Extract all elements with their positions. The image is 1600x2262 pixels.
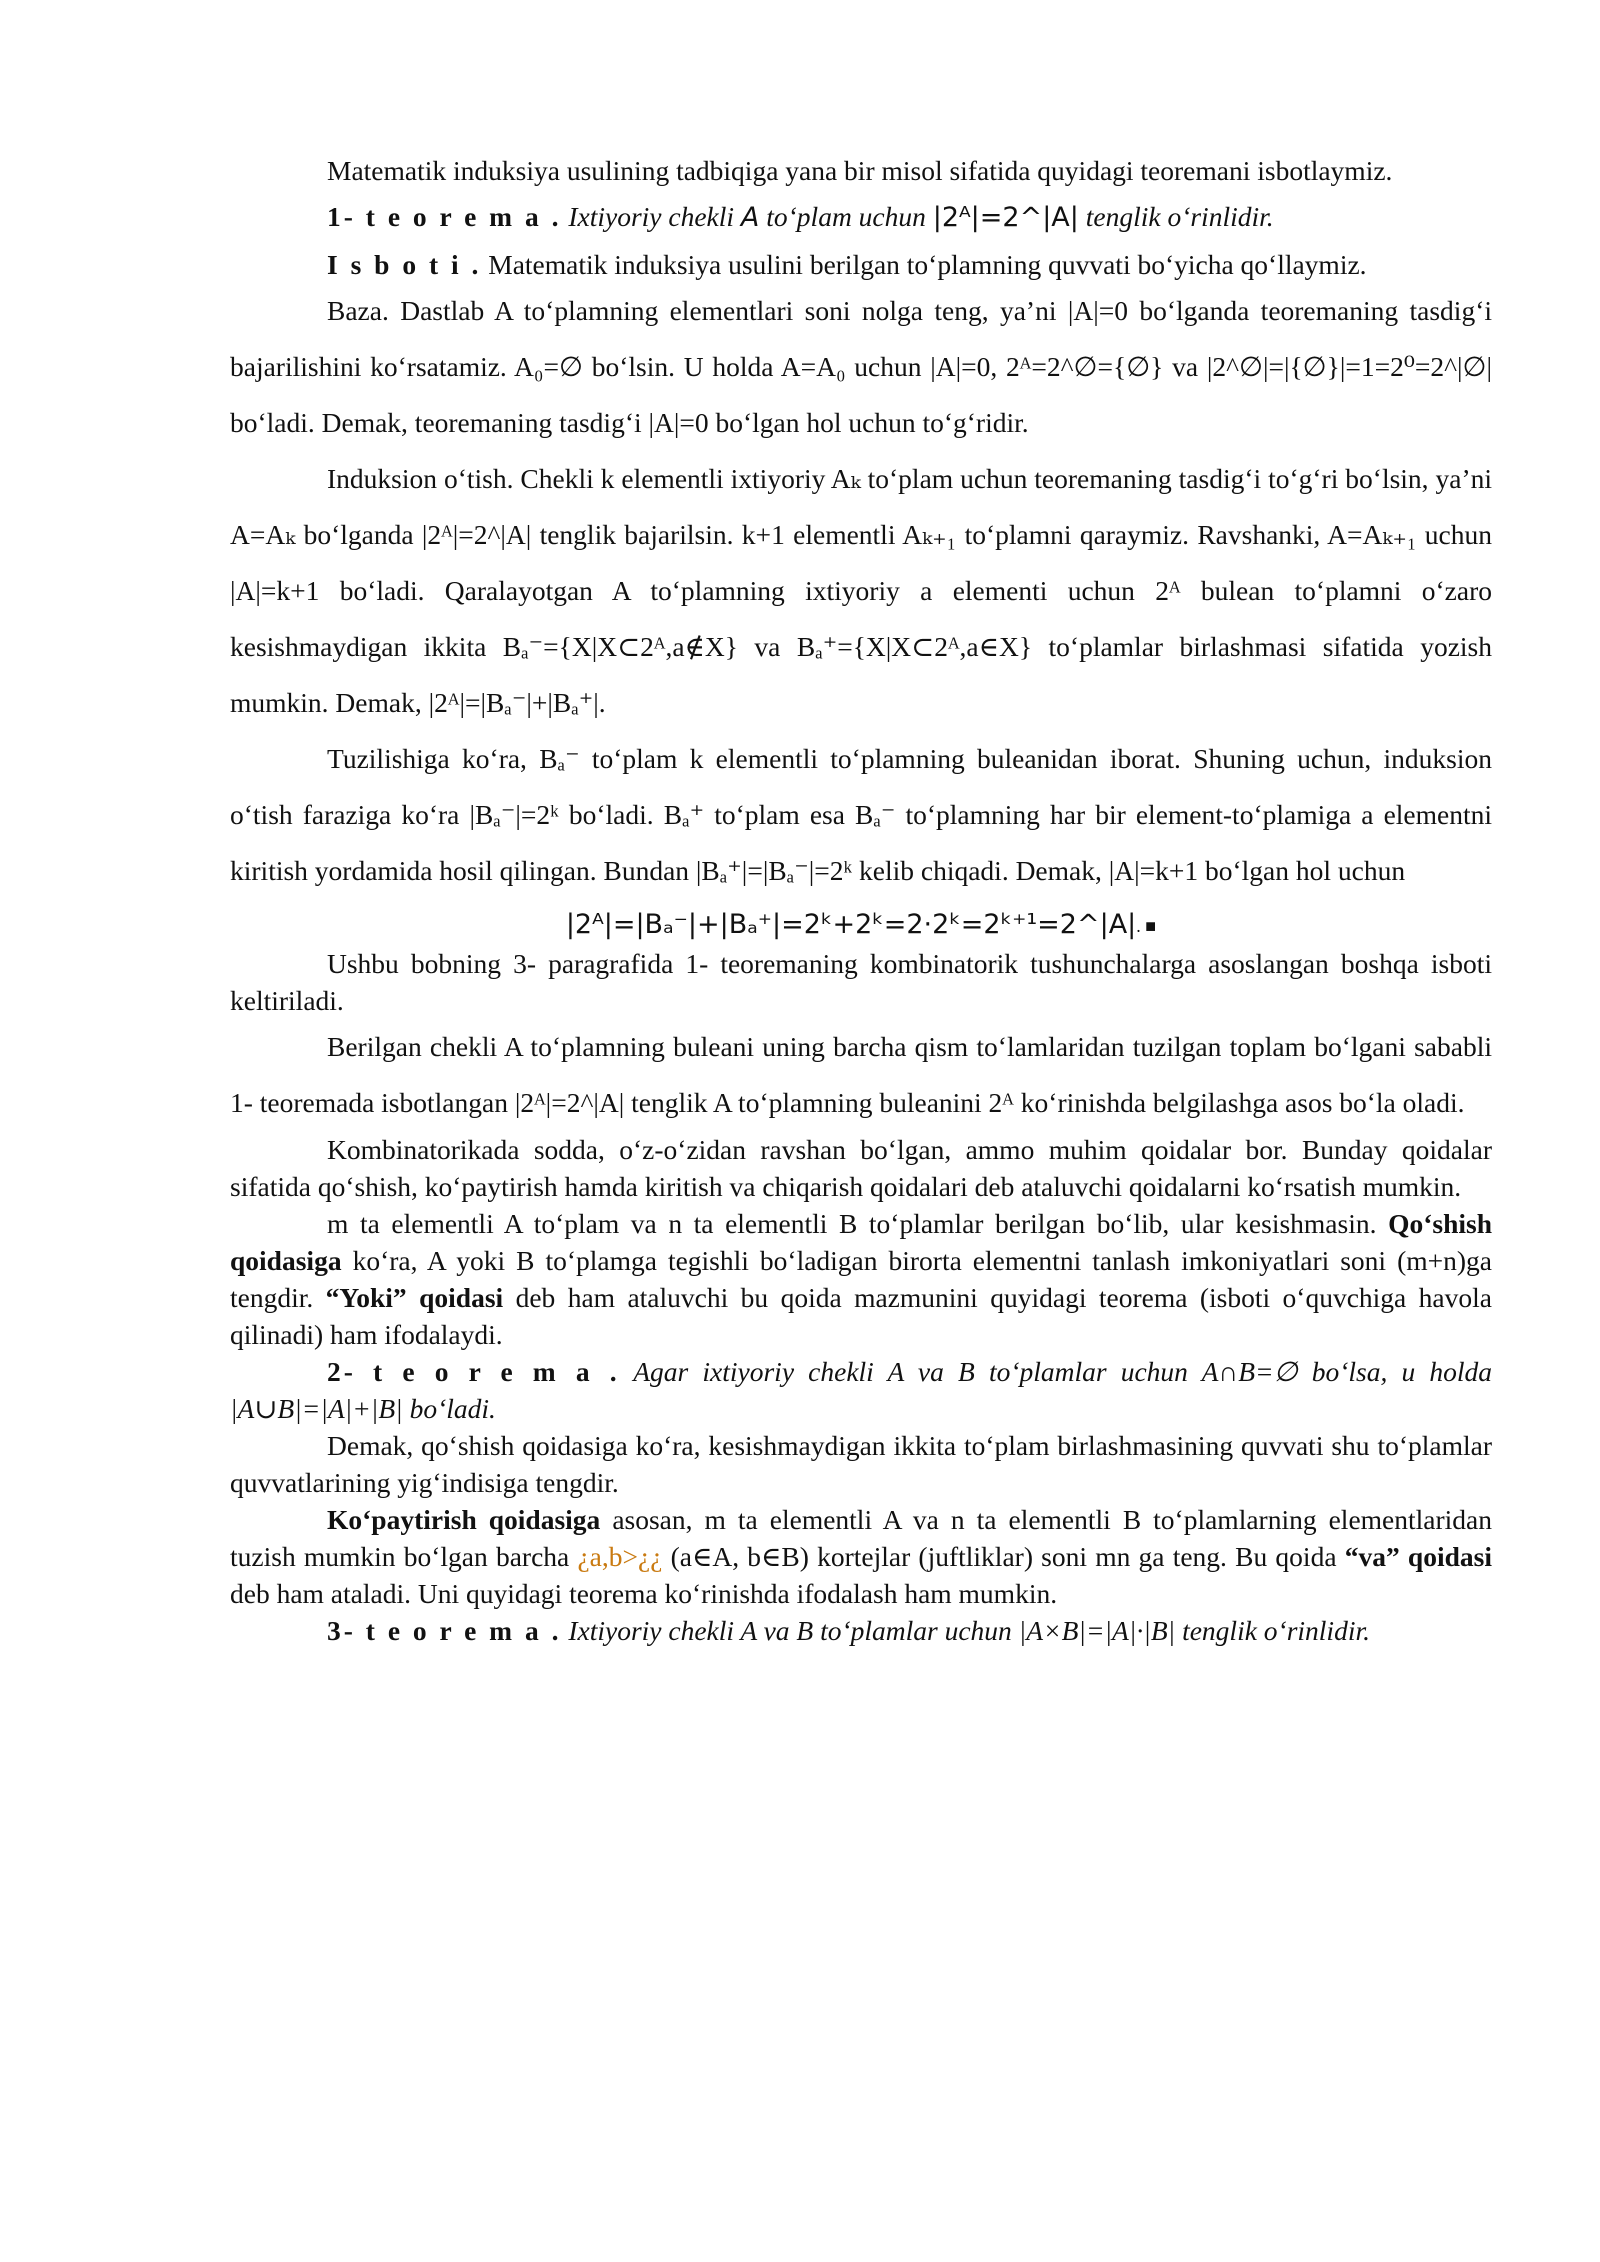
theorem-1-text: Ixtiyoriy chekli (561, 201, 741, 232)
multiplication-rule-text-2: (a∈A, b∈B) kortejlar (juftliklar) soni mn ga teng. Bu qoida (662, 1541, 1345, 1573)
addition-rule-text-1: m ta elementli A to‘plam va n ta elementli B to‘plamlar berilgan bo‘lib, ular kesishmasin. (327, 1208, 1389, 1240)
proof-intro (230, 246, 1492, 283)
theorem-2-statement (230, 1353, 1492, 1427)
multiplication-rule-text-1: asosan, m ta elementli A va n ta elementli B to‘plamlarning elementlaridan tuzish mumkin bo‘lgan barcha (230, 1504, 1492, 1573)
proof-intro-text: Matematik induksiya usulini berilgan to‘plamning quvvati bo‘yicha qo‘llaymiz. (481, 249, 1367, 280)
addition-conclusion-paragraph: Demak, qo‘shish qoidasiga ko‘ra, kesishmaydigan ikkita to‘plam birlashmasining quvvati shu to‘plamlar quvvatlarining yig‘indisiga tengdir. (230, 1430, 1492, 1499)
final-formula (230, 905, 1492, 945)
theorem-1-formula: |2ᴬ|=2^|A| (932, 202, 1079, 233)
theorem-1-text-3: tenglik o‘rinlidir. (1078, 201, 1274, 232)
multiplication-rule-text-3: deb ham ataladi. Uni quyidagi teorema ko‘rinishda ifodalash ham mumkin. (230, 1578, 1058, 1610)
tuple-glyph: ¿a,b>¿¿ (577, 1541, 663, 1573)
theorem-1-statement (230, 189, 1492, 246)
addition-rule-text-3: deb ham ataluvchi bu qoida mazmunini quyidagi teorema (isboti o‘quvchiga havola qilinadi) ham ifodalaydi. (230, 1282, 1492, 1351)
theorem-2-label: 2- t e o r e m a . (327, 1356, 620, 1388)
theorem-3-label: 3- t e o r e m a . (327, 1615, 562, 1647)
boolean-notation-paragraph: Berilgan chekli A to‘plamning buleani uning barcha qism to‘lamlaridan tuzilgan toplam bo‘lgani sababli 1- teoremada isbotlangan |2ᴬ|=2^|A| tenglik A to‘plamning buleanini 2ᴬ ko‘rinishda belgilashga asos bo‘la oladi. (230, 1031, 1492, 1119)
theorem-3-text: Ixtiyoriy chekli A va B to‘plamlar uchun |A×B|=|A|·|B| tenglik o‘rinlidir. (561, 1615, 1370, 1647)
intro-paragraph: Matematik induksiya usulining tadbiqiga yana bir misol sifatida quyidagi teoremani isbotlaymiz. (327, 155, 1393, 186)
addition-rule-text-2: ko‘ra, A yoki B to‘plamga tegishli bo‘ladigan birorta elementni tanlash imkoniyatlari soni (m+n)ga tengdir. (230, 1245, 1492, 1314)
induction-step-paragraph: Induksion o‘tish. Chekli k elementli ixtiyoriy Aₖ to‘plam uchun teoremaning tasdig‘i to‘g‘ri bo‘lsin, ya’ni A=Aₖ bo‘lganda |2ᴬ|=2^|A| tenglik bajarilsin. k+1 elementli Aₖ₊₁ to‘plamni qaraymiz. Ravshanki, A=Aₖ₊₁ uchun |A|=k+1 bo‘ladi. Qaralayotgan A to‘plamning ixtiyoriy a elementi uchun 2ᴬ bulean to‘plamni o‘zaro kesishmaydigan ikkita Bₐ⁻={X|X⊂2ᴬ,a∉X} va Bₐ⁺={X|X⊂2ᴬ,a∈X} to‘plamlar birlashmasi sifatida yozish mumkin. Demak, |2ᴬ|=|Bₐ⁻|+|Bₐ⁺|. (230, 463, 1492, 718)
theorem-1-set: A (740, 202, 760, 233)
qed-mark: . ■ (1136, 916, 1157, 937)
or-rule-term: “Yoki” qoidasi (325, 1282, 504, 1314)
multiplication-rule-paragraph (230, 1501, 1492, 1612)
addition-rule-paragraph (230, 1205, 1492, 1353)
theorem-3-statement (230, 1612, 1492, 1649)
theorem-1-text-2: to‘plam uchun (759, 201, 933, 232)
addition-rule-term: Qo‘shish qoidasiga (230, 1208, 1492, 1277)
final-formula-text: |2ᴬ|=|Bₐ⁻|+|Bₐ⁺|=2ᵏ+2ᵏ=2·2ᵏ=2ᵏ⁺¹=2^|A| (565, 909, 1137, 940)
base-case-paragraph: Baza. Dastlab A to‘plamning elementlari soni nolga teng, ya’ni |A|=0 bo‘lganda teoremaning tasdig‘i bajarilishini ko‘rsatamiz. A₀=∅ bo‘lsin. U holda A=A₀ uchun |A|=0, 2ᴬ=2^∅={∅} va |2^∅|=|{∅}|=1=2⁰=2^|∅| bo‘ladi. Demak, teoremaning tasdig‘i |A|=0 bo‘lgan hol uchun to‘g‘ridir. (230, 295, 1492, 438)
multiplication-rule-term: Ko‘paytirish qoidasiga (327, 1504, 601, 1536)
structure-paragraph: Tuzilishiga ko‘ra, Bₐ⁻ to‘plam k elementli to‘plamning buleanidan iborat. Shuning uchun, induksion o‘tish faraziga ko‘ra |Bₐ⁻|=2ᵏ bo‘ladi. Bₐ⁺ to‘plam esa Bₐ⁻ to‘plamning har bir element-to‘plamiga a elementni kiritish yordamida hosil qilingan. Bundan |Bₐ⁺|=|Bₐ⁻|=2ᵏ kelib chiqadi. Demak, |A|=k+1 bo‘lgan hol uchun (230, 743, 1492, 886)
combinatorics-rules-paragraph: Kombinatorikada sodda, o‘z-o‘zidan ravshan bo‘lgan, ammo muhim qoidalar bor. Bunday qoidalar sifatida qo‘shish, ko‘paytirish hamda kiritish va chiqarish qoidalari deb ataluvchi qoidalarni ko‘rsatish mumkin. (230, 1134, 1492, 1203)
proof-label: I s b o t i . (327, 249, 482, 280)
theorem-2-text: Agar ixtiyoriy chekli A va B to‘plamlar uchun A∩B=∅ bo‘lsa, u holda |A∪B|=|A|+|B| bo‘ladi. (230, 1356, 1492, 1425)
theorem-1-label: 1- t e o r e m a . (327, 201, 562, 232)
section-note-paragraph: Ushbu bobning 3- paragrafida 1- teoremaning kombinatorik tushunchalarga asoslangan boshqa isboti keltiriladi. (230, 948, 1492, 1017)
and-rule-term: “va” qoidasi (1344, 1541, 1493, 1573)
